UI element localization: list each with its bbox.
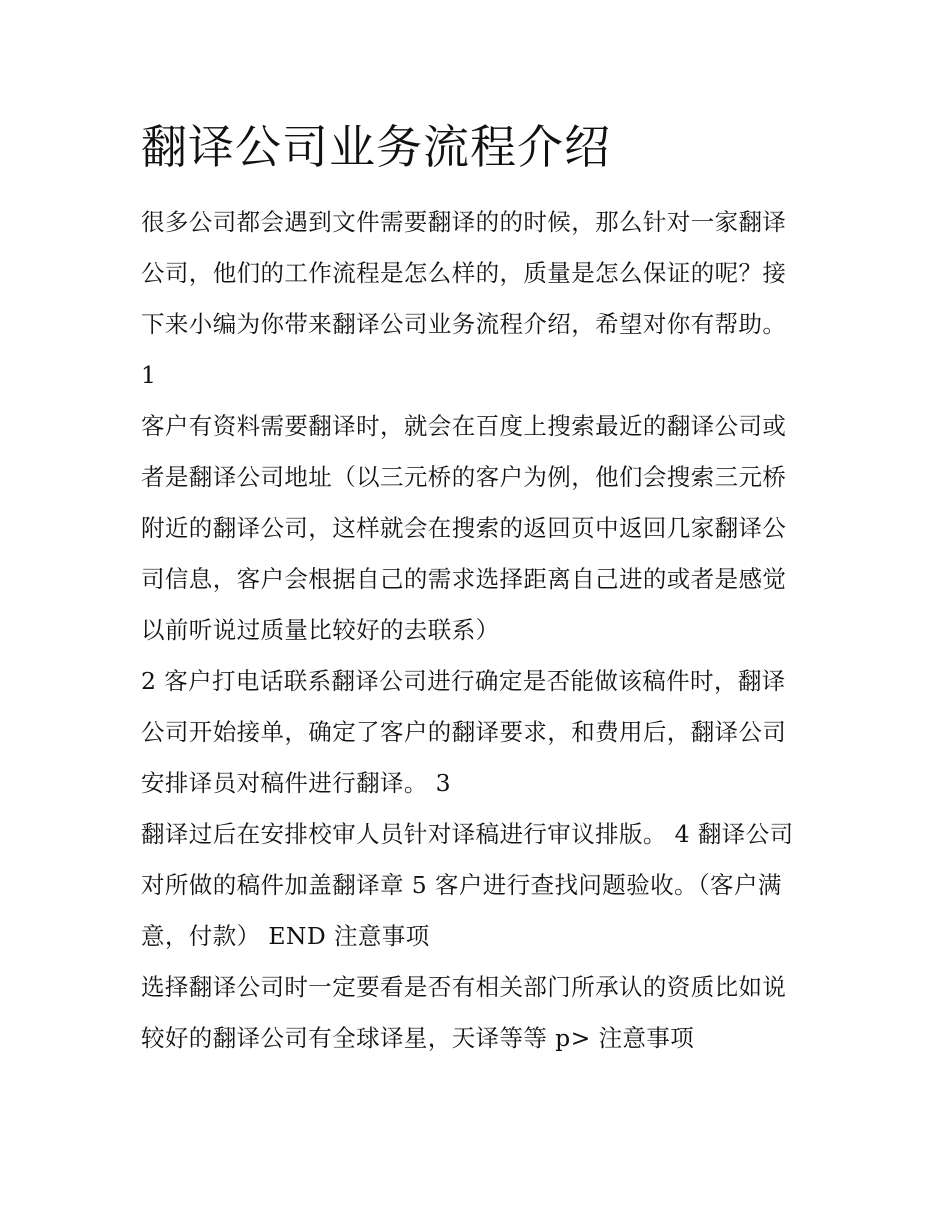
body-line: 客户有资料需要翻译时，就会在百度上搜索最近的翻译公司或 <box>141 412 787 440</box>
body-line: 翻译过后在安排校审人员针对译稿进行审议排版。 4 翻译公司 <box>141 820 794 848</box>
document-title: 翻译公司业务流程介绍 <box>141 120 611 174</box>
document-body <box>141 197 813 1064</box>
body-line: 附近的翻译公司，这样就会在搜索的返回页中返回几家翻译公 <box>141 514 787 542</box>
body-line: 以前听说过质量比较好的去联系） <box>141 616 500 644</box>
step-number: 1 <box>141 361 157 389</box>
body-line: 意，付款） END 注意事项 <box>141 922 430 950</box>
body-line: 下来小编为你带来翻译公司业务流程介绍，希望对你有帮助。 <box>141 310 787 338</box>
body-line: 司信息，客户会根据自己的需求选择距离自己进的或者是感觉 <box>141 565 787 593</box>
body-line: 2 客户打电话联系翻译公司进行确定是否能做该稿件时，翻译 <box>141 667 786 695</box>
body-line: 较好的翻译公司有全球译星，天译等等 p> 注意事项 <box>141 1024 695 1052</box>
body-line: 选择翻译公司时一定要看是否有相关部门所承认的资质比如说 <box>141 973 787 1001</box>
body-line: 很多公司都会遇到文件需要翻译的的时候，那么针对一家翻译 <box>141 208 787 236</box>
body-line: 者是翻译公司地址（以三元桥的客户为例，他们会搜索三元桥 <box>141 463 787 491</box>
body-line: 安排译员对稿件进行翻译。 3 <box>141 769 452 797</box>
body-line: 公司开始接单，确定了客户的翻译要求，和费用后，翻译公司 <box>141 718 787 746</box>
body-line: 公司，他们的工作流程是怎么样的，质量是怎么保证的呢？接 <box>141 259 787 287</box>
body-line: 对所做的稿件加盖翻译章 5 客户进行查找问题验收。（客户满 <box>141 871 782 899</box>
